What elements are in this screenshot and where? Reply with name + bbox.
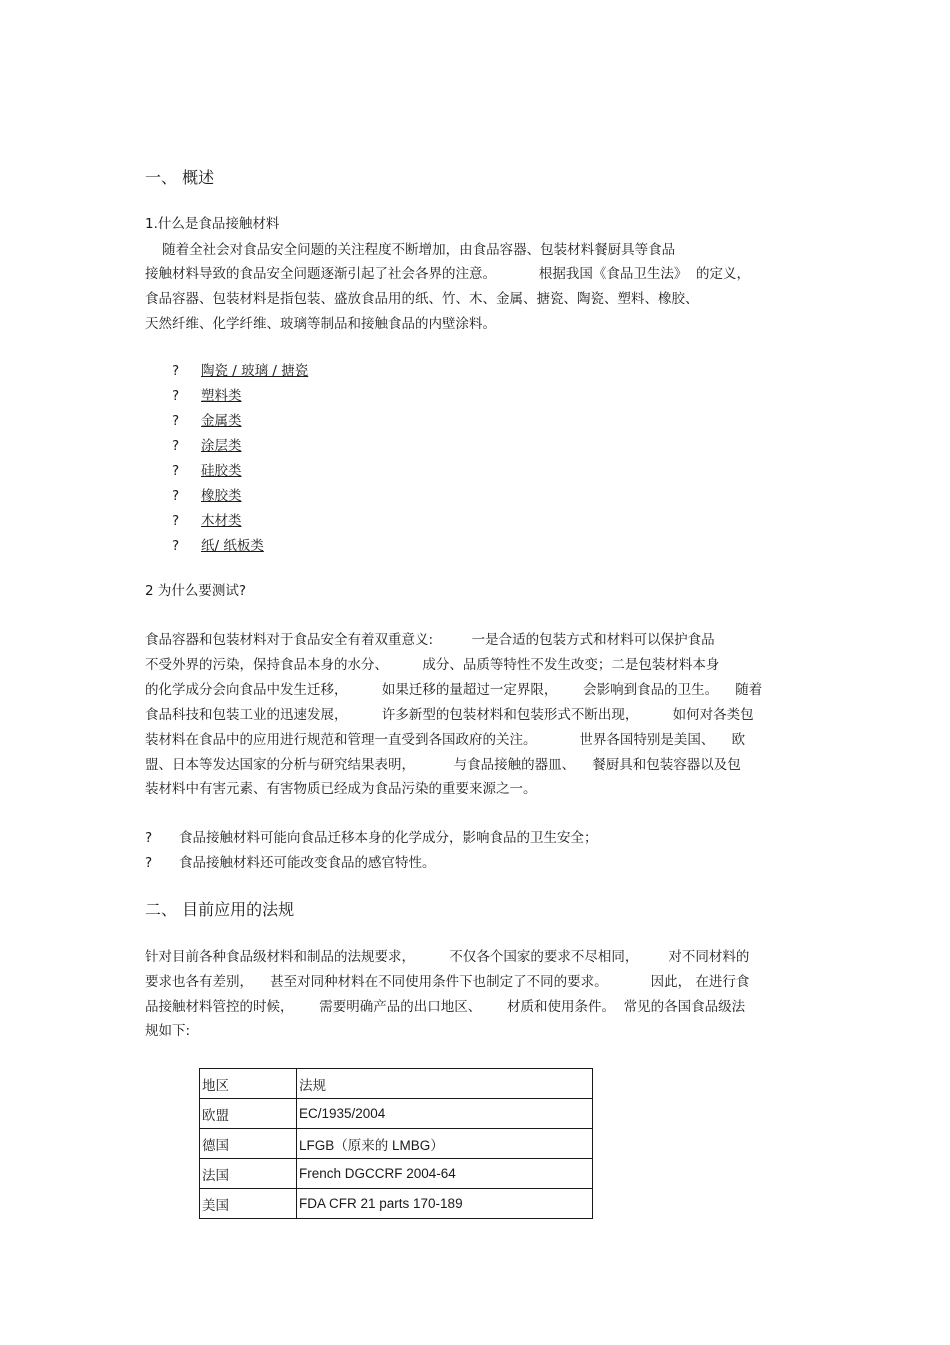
bullet-marker: ?	[172, 388, 180, 404]
point-text: 食品接触材料还可能改变食品的感官特性。	[179, 855, 436, 871]
paragraph-line: 针对目前各种食品级材料和制品的法规要求， 不仅各个国家的要求不尽相同， 对不同材料的	[145, 949, 750, 965]
table-header-region: 地区	[200, 1069, 297, 1099]
table-cell-region: 法国	[200, 1159, 297, 1189]
bullet-marker: ?	[145, 855, 153, 871]
list-item	[172, 487, 308, 512]
table-row	[200, 1129, 593, 1159]
table-cell-regulation: French DGCCRF 2004-64	[297, 1159, 593, 1189]
table-row	[200, 1159, 593, 1189]
material-link-ceramic-glass-enamel[interactable]: 陶瓷 / 玻璃 / 搪瓷	[201, 363, 309, 379]
material-link-coating[interactable]: 涂层类	[201, 438, 242, 454]
paragraph-line: 食品容器和包装材料对于食品安全有着双重意义: 一是合适的包装方式和材料可以保护食品	[145, 632, 715, 648]
paragraph-line: 的化学成分会向食品中发生迁移， 如果迁移的量超过一定界限， 会影响到食品的卫生。 随着	[145, 682, 763, 698]
bullet-marker: ?	[172, 513, 180, 529]
table-header-row	[200, 1069, 593, 1099]
list-item	[172, 387, 308, 412]
table-cell-regulation: LFGB（原来的 LMBG）	[297, 1129, 593, 1159]
bullet-marker: ?	[172, 438, 180, 454]
list-item	[172, 412, 308, 437]
list-item	[172, 512, 308, 537]
list-item	[172, 537, 308, 562]
list-item	[172, 362, 308, 387]
subsection-title-why-test: 2 为什么要测试?	[145, 583, 247, 599]
point-item	[145, 829, 598, 847]
paragraph-line: 天然纤维、化学纤维、玻璃等制品和接触食品的内壁涂料。	[145, 316, 496, 332]
table-row	[200, 1099, 593, 1129]
bullet-marker: ?	[145, 830, 153, 846]
bullet-marker: ?	[172, 413, 180, 429]
paragraph-line: 装材料在食品中的应用进行规范和管理一直受到各国政府的关注。 世界各国特别是美国、 欧	[145, 732, 746, 748]
paragraph-line: 规如下:	[145, 1023, 191, 1039]
bullet-marker: ?	[172, 538, 180, 554]
paragraph-line: 随着全社会对食品安全问题的关注程度不断增加，由食品容器、包装材料餐厨具等食品	[145, 242, 676, 258]
material-link-metal[interactable]: 金属类	[201, 413, 242, 429]
section-heading-overview: 一、 概述	[145, 168, 215, 187]
materials-list	[172, 362, 308, 562]
material-link-plastic[interactable]: 塑料类	[201, 388, 242, 404]
table-cell-regulation: FDA CFR 21 parts 170-189	[297, 1189, 593, 1219]
material-link-wood[interactable]: 木材类	[201, 513, 242, 529]
point-text: 食品接触材料可能向食品迁移本身的化学成分，影响食品的卫生安全；	[179, 830, 598, 846]
table-header-regulation: 法规	[297, 1069, 593, 1099]
paragraph-line: 不受外界的污染，保持食品本身的水分、 成分、品质等特性不发生改变；二是包装材料本身	[145, 657, 720, 673]
paragraph-line: 接触材料导致的食品安全问题逐渐引起了社会各界的注意。 根据我国《食品卫生法》 的定义，	[145, 266, 750, 282]
paragraph-line: 食品容器、包装材料是指包装、盛放食品用的纸、竹、木、金属、搪瓷、陶瓷、塑料、橡胶、	[145, 291, 699, 307]
material-link-silicone[interactable]: 硅胶类	[201, 463, 242, 479]
material-link-paper-board[interactable]: 纸/ 纸板类	[201, 538, 264, 554]
table-cell-region: 美国	[200, 1189, 297, 1219]
list-item	[172, 462, 308, 487]
material-link-rubber[interactable]: 橡胶类	[201, 488, 242, 504]
section-heading-regulations: 二、 目前应用的法规	[145, 900, 295, 919]
bullet-marker: ?	[172, 363, 180, 379]
paragraph-line: 盟、日本等发达国家的分析与研究结果表明， 与食品接触的器皿、 餐厨具和包装容器以及包	[145, 757, 741, 773]
regulations-table	[199, 1068, 593, 1219]
table-cell-regulation: EC/1935/2004	[297, 1099, 593, 1129]
subsection-title-what-is: 1.什么是食品接触材料	[145, 216, 280, 232]
point-item	[145, 854, 436, 872]
table-cell-region: 德国	[200, 1129, 297, 1159]
table-cell-region: 欧盟	[200, 1099, 297, 1129]
list-item	[172, 437, 308, 462]
bullet-marker: ?	[172, 463, 180, 479]
paragraph-line: 食品科技和包装工业的迅速发展， 许多新型的包装材料和包装形式不断出现， 如何对各类包	[145, 707, 754, 723]
table-row	[200, 1189, 593, 1219]
bullet-marker: ?	[172, 488, 180, 504]
paragraph-line: 要求也各有差别， 甚至对同种材料在不同使用条件下也制定了不同的要求。 因此， 在进行食	[145, 974, 750, 990]
paragraph-line: 品接触材料管控的时候， 需要明确产品的出口地区、 材质和使用条件。 常见的各国食品级法	[145, 999, 746, 1015]
paragraph-line: 装材料中有害元素、有害物质已经成为食品污染的重要来源之一。	[145, 781, 537, 797]
